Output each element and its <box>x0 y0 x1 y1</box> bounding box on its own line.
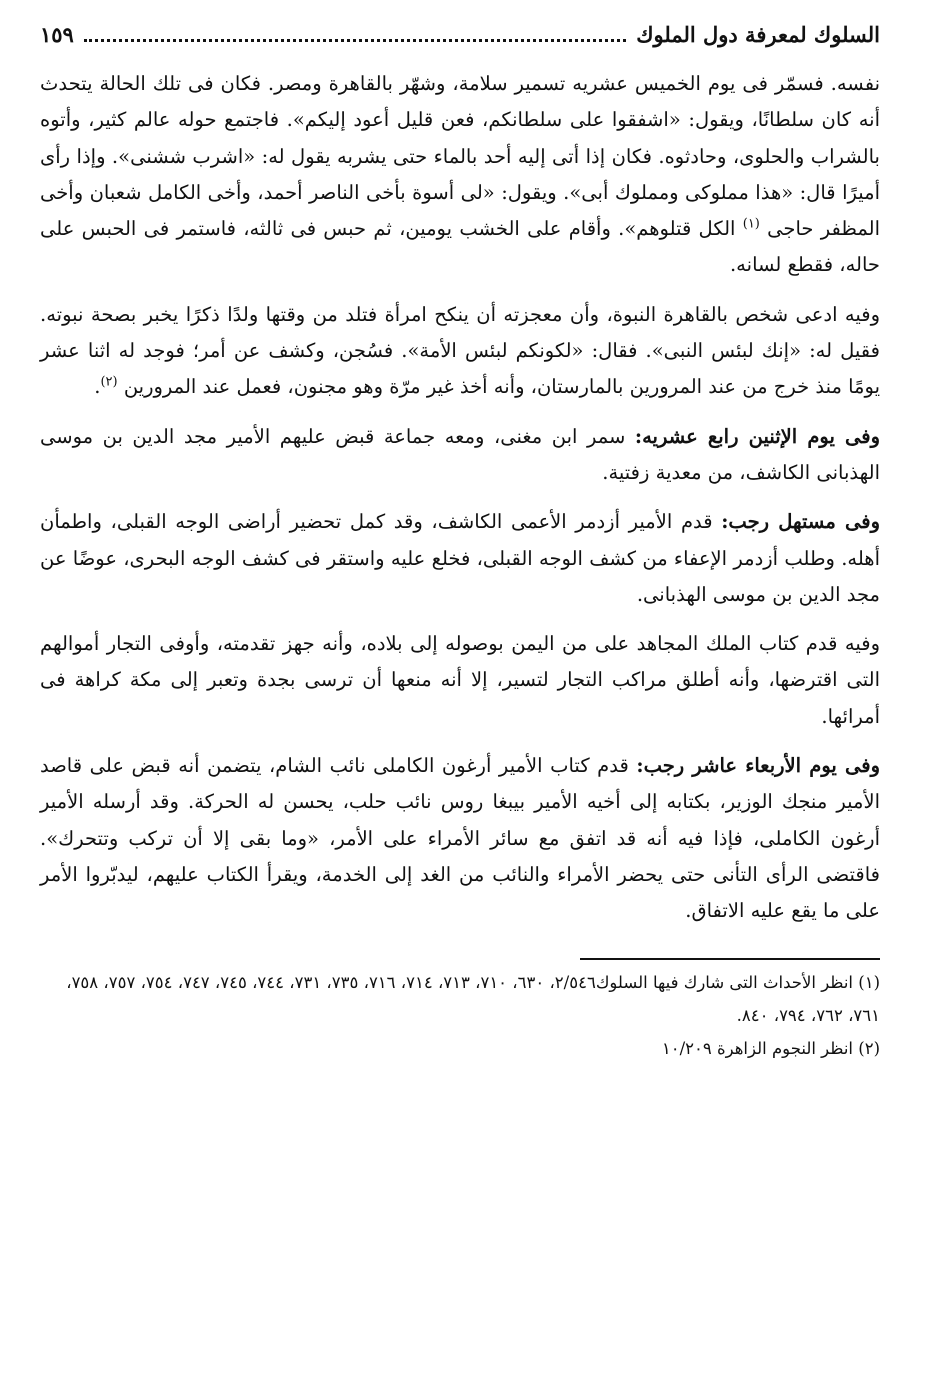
running-head <box>40 22 880 66</box>
paragraph-text: قدم الأمير أزدمر الأعمى الكاشف، وقد كمل تحضير أراضى الوجه القبلى، واطمأن أهله. وطلب أزدمر الإعفاء من كشف الوجه القبلى، فخلع عليه واستقر فى كشف الوجه البحرى، عوضًا عن مجد الدين بن موسى الهذبانى. <box>40 510 880 606</box>
paragraph-lead: وفى يوم الإثنين رابع عشريه: <box>634 424 880 448</box>
paragraph-text: نفسه. فسمّر فى يوم الخميس عشريه تسمير سلامة، وشهّر بالقاهرة ومصر. فكان فى تلك الحالة يتحدث أنه كان سلطانًا، ويقول: «اشفقوا على سلطانكم، فعن قليل أعود إليكم». فاجتمع حوله عالم كثير، وأتوه بالشراب والحلوى، وحادثوه. فكان إذا أتى إليه أحد بالماء حتى يشربه يقول له: «اشرب ششنى». وإذا رأى أميرًا قال: «هذا مملوكى ومملوك أبى». ويقول: «لى أسوة بأخى الناصر أحمد، وأخى الكامل شعبان وأخى المظفر حاجى <box>40 72 880 241</box>
book-page <box>40 22 880 1065</box>
footnote-2: (٢) انظر النجوم الزاهرة ١٠/٢٠٩ <box>661 1038 880 1058</box>
paragraph-lead: وفى مستهل رجب: <box>721 510 881 534</box>
paragraph-2 <box>40 297 880 406</box>
page-number: ١٥٩ <box>40 22 74 47</box>
footnote-ref-1: (١) <box>742 216 760 232</box>
dotted-leader <box>84 23 626 42</box>
paragraph-3 <box>40 419 880 492</box>
paragraph-6 <box>40 748 880 929</box>
paragraph-text: قدم كتاب الأمير أرغون الكاملى نائب الشام، يتضمن أنه قبض على قاصد الأمير منجك الوزير، بكتابه إلى أخيه الأمير بيبغا روس نائب حلب، يحسن له الحركة. وقد أرسله الأمير أرغون الكاملى، فإذا فيه أنه قد اتفق مع سائر الأمراء على الأمر، «وما بقى إلا أن تركب وتتحرك». فاقتضى الرأى التأنى حتى يحضر الأمراء والنائب من الغد إلى الخدمة، ويقرأ الكتاب عليهم، ليدبّروا الأمر على ما يقع عليه الاتفاق. <box>40 754 880 923</box>
paragraph-text: وفيه ادعى شخص بالقاهرة النبوة، وأن معجزته أن ينكح امرأة فتلد من وقتها ولدًا ذكرًا يخبر بصحة نبوته. فقيل له: «إنك لبئس النبى». فقال: «لكونكم لبئس الأمة». فسُجن، وكشف عن أمر؛ فوجد له اثنا عشر يومًا منذ خرج من عند المرورين بالمارستان، وأنه أخذ غير مرّة وهو مجنون، فعمل عند المرورين <box>40 302 880 399</box>
book-title: السلوك لمعرفة دول الملوك <box>636 22 880 47</box>
paragraph-text-after: . <box>94 375 101 399</box>
footnote-1: (١) انظر الأحداث التى شارك فيها السلوك٢/٥٤٦، ٦٣٠، ٧١٠، ٧١٣، ٧١٤، ٧١٦، ٧٣٥، ٧٣١، ٧٤٤، ٧٤٥، ٧٤٧، ٧٥٤، ٧٥٧، ٧٥٨، ٧٦١، ٧٦٢، ٧٩٤، ٨٤٠. <box>66 972 880 1025</box>
paragraph-4 <box>40 504 880 613</box>
footnote-ref-2: (٢) <box>100 374 118 390</box>
paragraph-text: وفيه قدم كتاب الملك المجاهد على من اليمن بوصوله إلى بلاده، وأنه جهز تقدمته، وأوفى التجار أموالهم التى اقترضها، وأنه أطلق مراكب التجار لتسير، إلا أنه منعها أن ترسى بجدة وتعبر إلى مكة كراهة فى أمرائها. <box>40 632 880 728</box>
paragraph-1 <box>40 66 880 284</box>
paragraph-text: سمر ابن مغنى، ومعه جماعة قبض عليهم الأمير مجد الدين بن موسى الهذبانى الكاشف، من معدية زفتية. <box>40 424 880 484</box>
paragraph-lead: وفى يوم الأربعاء عاشر رجب: <box>636 754 880 778</box>
main-text <box>40 66 880 930</box>
paragraph-text-after: الكل قتلوهم». وأقام على الخشب يومين، ثم حبس فى ثالثه، فاستمر فى الحبس على حاله، فقطع لسانه. <box>40 217 880 277</box>
footnote-divider <box>580 958 880 960</box>
paragraph-5 <box>40 626 880 735</box>
footnotes <box>40 966 880 1065</box>
